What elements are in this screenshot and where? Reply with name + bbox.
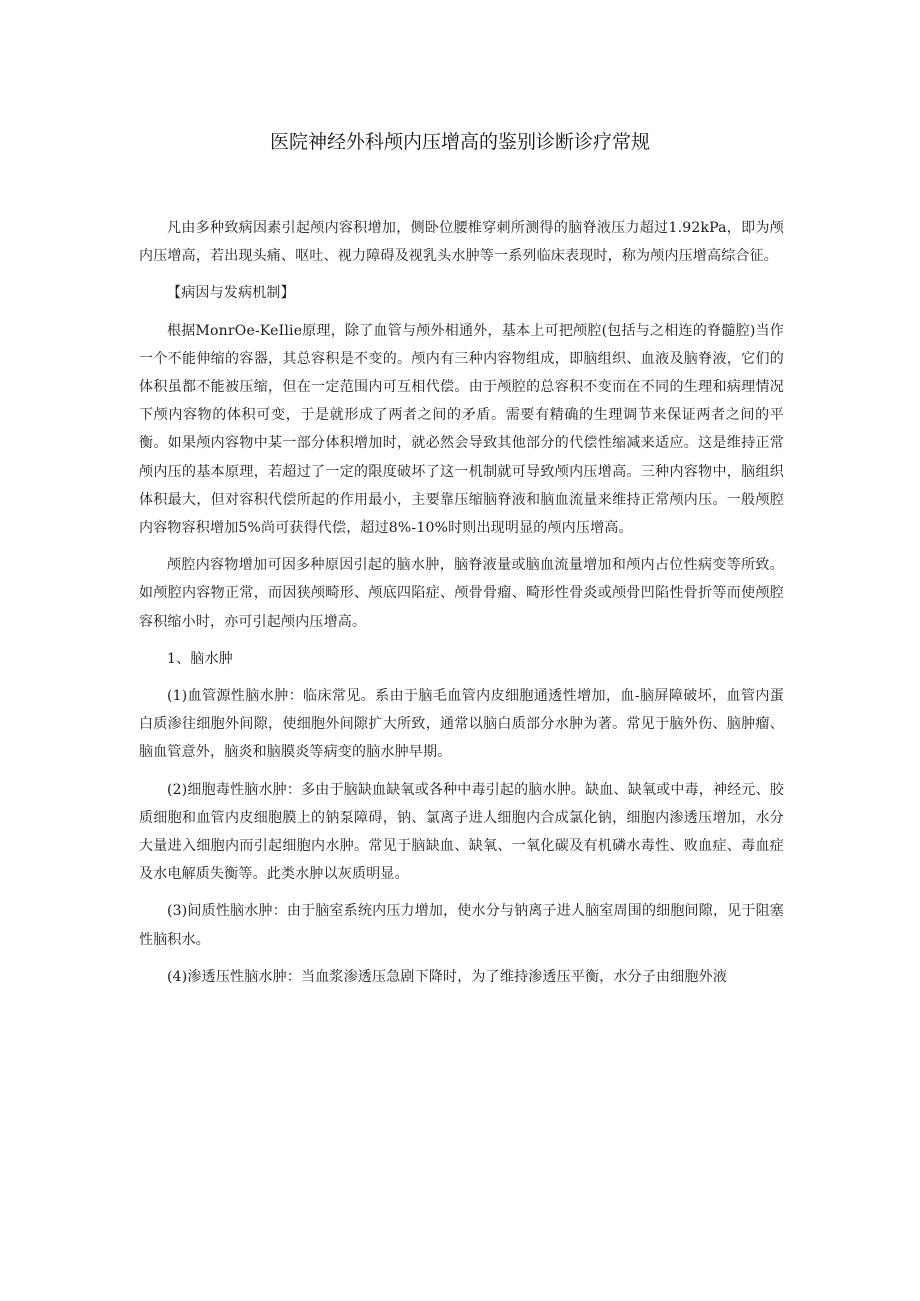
paragraph-vasogenic-edema: (1)血管源性脑水肿：临床常见。系由于脑毛血管内皮细胞通透性增加，血-脑屏障破坏，血管内蛋白质渗往细胞外间隙，使细胞外间隙扩大所致，通常以脑白质部分水肿为著。常见于脑外伤、脑肿瘤、脑血管意外，脑炎和脑膜炎等病变的脑水肿早期。 [139,688,784,761]
subheading-cerebral-edema: 1、脑水肿 [167,650,233,667]
paragraph-cytotoxic-edema: (2)细胞毒性脑水肿：多由于脑缺血缺氧或各种中毒引起的脑水肿。缺血、缺氧或中毒，神经元、胶质细胞和血管内皮细胞膜上的钠泵障碍，钠、氯离子进人细胞内合成氯化钠，细胞内渗透压增加，水分大量进入细胞内而引起细胞内水肿。常见于脑缺血、缺氧、一氧化碳及有机磷水毒性、败血症、毒血症及水电解质失衡等。此类水肿以灰质明显。 [139,781,784,883]
document-body [139,214,784,991]
paragraph-definition: 凡由多种致病因素引起颅内容积增加，侧卧位腰椎穿刺所测得的脑脊液压力超过1.92kPa，即为颅内压增高，若出现头痛、呕吐、视力障碍及视乳头水肿等一系列临床表现时，称为颅内压增高综合征。 [139,220,784,265]
paragraph-interstitial-edema: (3)间质性脑水肿：由于脑室系统内压力增加，使水分与钠离子进人脑室周围的细胞间隙，见于阻塞性脑积水。 [139,903,784,948]
paragraph-osmotic-edema: (4)渗透压性脑水肿：当血浆渗透压急剧下降时，为了维持渗透压平衡，水分子由细胞外液 [167,968,728,985]
section-heading-etiology: 【病因与发病机制】 [167,285,295,302]
document-title: 医院神经外科颅内压增高的鉴别诊断诊疗常规 [269,131,650,153]
paragraph-causes: 颅腔内容物增加可因多种原因引起的脑水肿，脑脊液量或脑血流量增加和颅内占位性病变等所致。如颅腔内容物正常，而因狭颅畸形、颅底四陷症、颅骨骨瘤、畸形性骨炎或颅骨凹陷性骨折等而使颅腔容积缩小时，亦可引起颅内压增高。 [139,557,784,630]
paragraph-monro-kellie: 根据MonrOe-KeIlie原理，除了血管与颅外相通外，基本上可把颅腔(包括与之相连的脊髓腔)当作一个不能伸缩的容器，其总容积是不变的。颅内有三种内容物组成，即脑组织、血液及脑脊液，它们的体积虽都不能被压缩，但在一定范围内可互相代偿。由于颅腔的总容积不变而在不同的生理和病理情况下颅内容物的体积可变，于是就形成了两者之间的矛盾。需要有精确的生理调节来保证两者之间的平衡。如果颅内容物中某一部分体积增加时，就必然会导致其他部分的代偿性缩减来适应。这是维持正常颅内压的基本原理，若超过了一定的限度破坏了这一机制就可导致颅内压增高。三种内容物中，脑组织体积最大，但对容积代偿所起的作用最小，主要靠压缩脑脊液和脑血流量来维持正常颅内压。一般颅腔内容物容积增加5%尚可获得代偿，超过8%-10%时则出现明显的颅内压增高。 [139,322,784,537]
